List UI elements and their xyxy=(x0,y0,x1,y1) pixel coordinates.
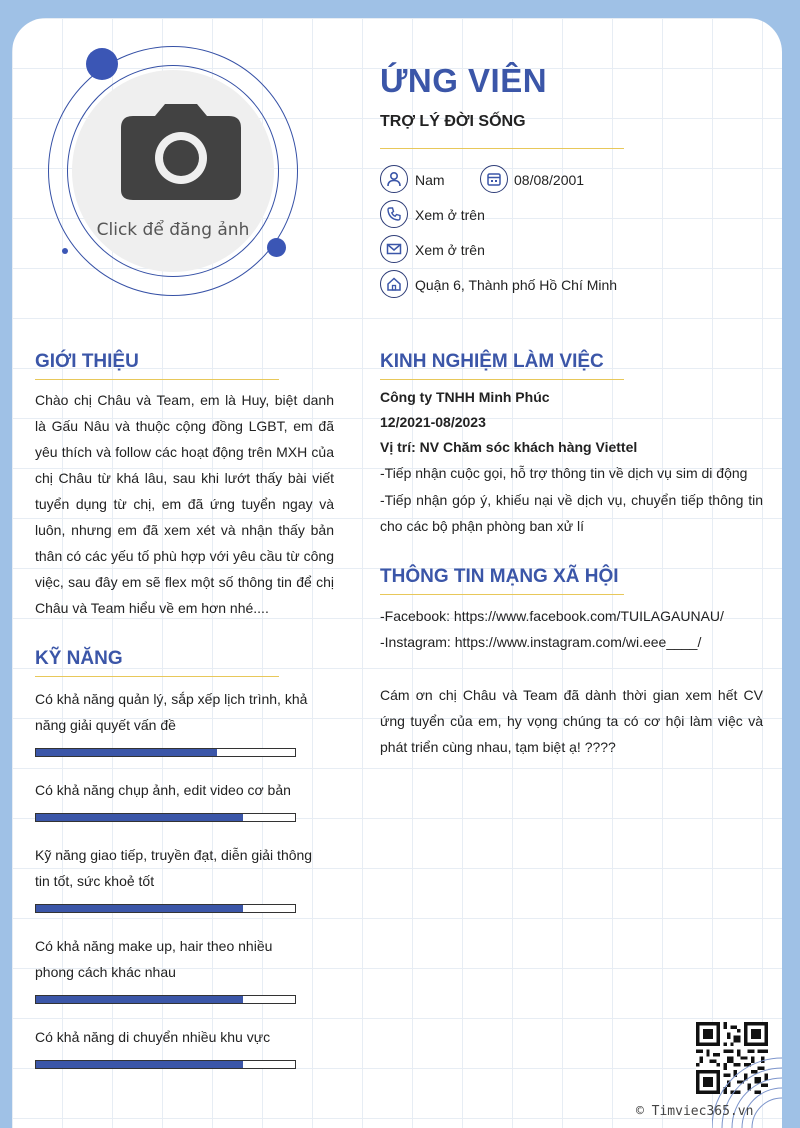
job-duty: -Tiếp nhận cuộc gọi, hỗ trợ thông tin về dịch vụ sim di động xyxy=(380,465,748,481)
intro-heading: GIỚI THIỆU xyxy=(35,351,139,372)
skill-bar xyxy=(35,748,296,757)
skill-bar-fill xyxy=(36,1061,243,1068)
phone-value: Xem ở trên xyxy=(415,207,485,223)
job-duty: -Tiếp nhận góp ý, khiếu nại về dịch vụ, chuyển tiếp thông tin cho các bộ phận phòng ban xử lí xyxy=(380,492,763,534)
orbit-dot-medium xyxy=(267,238,286,257)
skills-heading: KỸ NĂNG xyxy=(35,648,123,669)
header-divider xyxy=(380,148,624,149)
candidate-role: TRỢ LÝ ĐỜI SỐNG xyxy=(380,113,526,130)
skills-divider xyxy=(35,676,279,677)
candidate-name: ỨNG VIÊN xyxy=(380,62,548,99)
skill-label: Có khả năng di chuyển nhiều khu vực xyxy=(35,1029,271,1045)
address-value: Quận 6, Thành phố Hồ Chí Minh xyxy=(415,277,618,293)
skill-bar xyxy=(35,813,296,822)
avatar-upload-label[interactable]: Click để đăng ảnh xyxy=(96,220,250,240)
skill-label: Kỹ năng giao tiếp, truyền đạt, diễn giải thông tin tốt, sức khoẻ tốt xyxy=(35,847,313,889)
company-name: Công ty TNHH Minh Phúc xyxy=(380,389,550,405)
skill-label: Có khả năng make up, hair theo nhiều phong cách khác nhau xyxy=(35,938,273,980)
birthdate-value: 08/08/2001 xyxy=(514,172,585,188)
mail-icon xyxy=(380,235,408,263)
intro-text: Chào chị Châu và Team, em là Huy, biệt danh là Gấu Nâu và thuộc cộng đồng LGBT, em đã yêu thích và follow các hoạt động trên MXH của chị Châu từ khá lâu, sau khi lướt thấy bài viết tuyển dụng từ chị, em đã ứng tuyển ngay và luôn, nhưng em đã xem xét và nhận thấy bản thân có các yếu tố phù hợp với yêu cầu từ công việc, sau đây em sẽ flex một số thông tin để chị Châu và Team hiểu về em hơn nhé.... xyxy=(35,392,334,616)
skill-bar xyxy=(35,995,296,1004)
skill-bar xyxy=(35,1060,296,1069)
phone-icon xyxy=(380,200,408,228)
home-icon xyxy=(380,270,408,298)
user-icon xyxy=(380,165,408,193)
social-divider xyxy=(380,594,624,595)
job-position: Vị trí: NV Chăm sóc khách hàng Viettel xyxy=(380,439,638,455)
experience-divider xyxy=(380,379,624,380)
work-period: 12/2021-08/2023 xyxy=(380,414,486,430)
orbit-dot-small xyxy=(62,248,68,254)
gender-value: Nam xyxy=(415,172,445,188)
calendar-icon xyxy=(480,165,508,193)
skill-label: Có khả năng quản lý, sắp xếp lịch trình, khả năng giải quyết vấn đề xyxy=(35,691,308,733)
skill-label: Có khả năng chụp ảnh, edit video cơ bản xyxy=(35,782,291,798)
camera-icon[interactable] xyxy=(117,102,245,202)
closing-text: Cám ơn chị Châu và Team đã dành thời gian xem hết CV ứng tuyển của em, hy vọng chúng ta có cơ hội làm việc và phát triển cùng nhau, tạm biệt ạ! ???? xyxy=(380,687,763,755)
skill-bar-fill xyxy=(36,749,217,756)
orbit-dot-large xyxy=(86,48,118,80)
skill-bar-fill xyxy=(36,814,243,821)
intro-divider xyxy=(35,379,279,380)
cv-page xyxy=(12,18,782,1128)
email-value: Xem ở trên xyxy=(415,242,485,258)
social-heading: THÔNG TIN MẠNG XÃ HỘI xyxy=(380,566,619,587)
watermark: © Timviec365.vn xyxy=(636,1104,754,1119)
skill-bar xyxy=(35,904,296,913)
skill-bar-fill xyxy=(36,996,243,1003)
instagram-link[interactable]: -Instagram: https://www.instagram.com/wi.eee____/ xyxy=(380,634,702,650)
skill-bar-fill xyxy=(36,905,243,912)
experience-heading: KINH NGHIỆM LÀM VIỆC xyxy=(380,351,604,372)
facebook-link[interactable]: -Facebook: https://www.facebook.com/TUILAGAUNAU/ xyxy=(380,608,724,624)
